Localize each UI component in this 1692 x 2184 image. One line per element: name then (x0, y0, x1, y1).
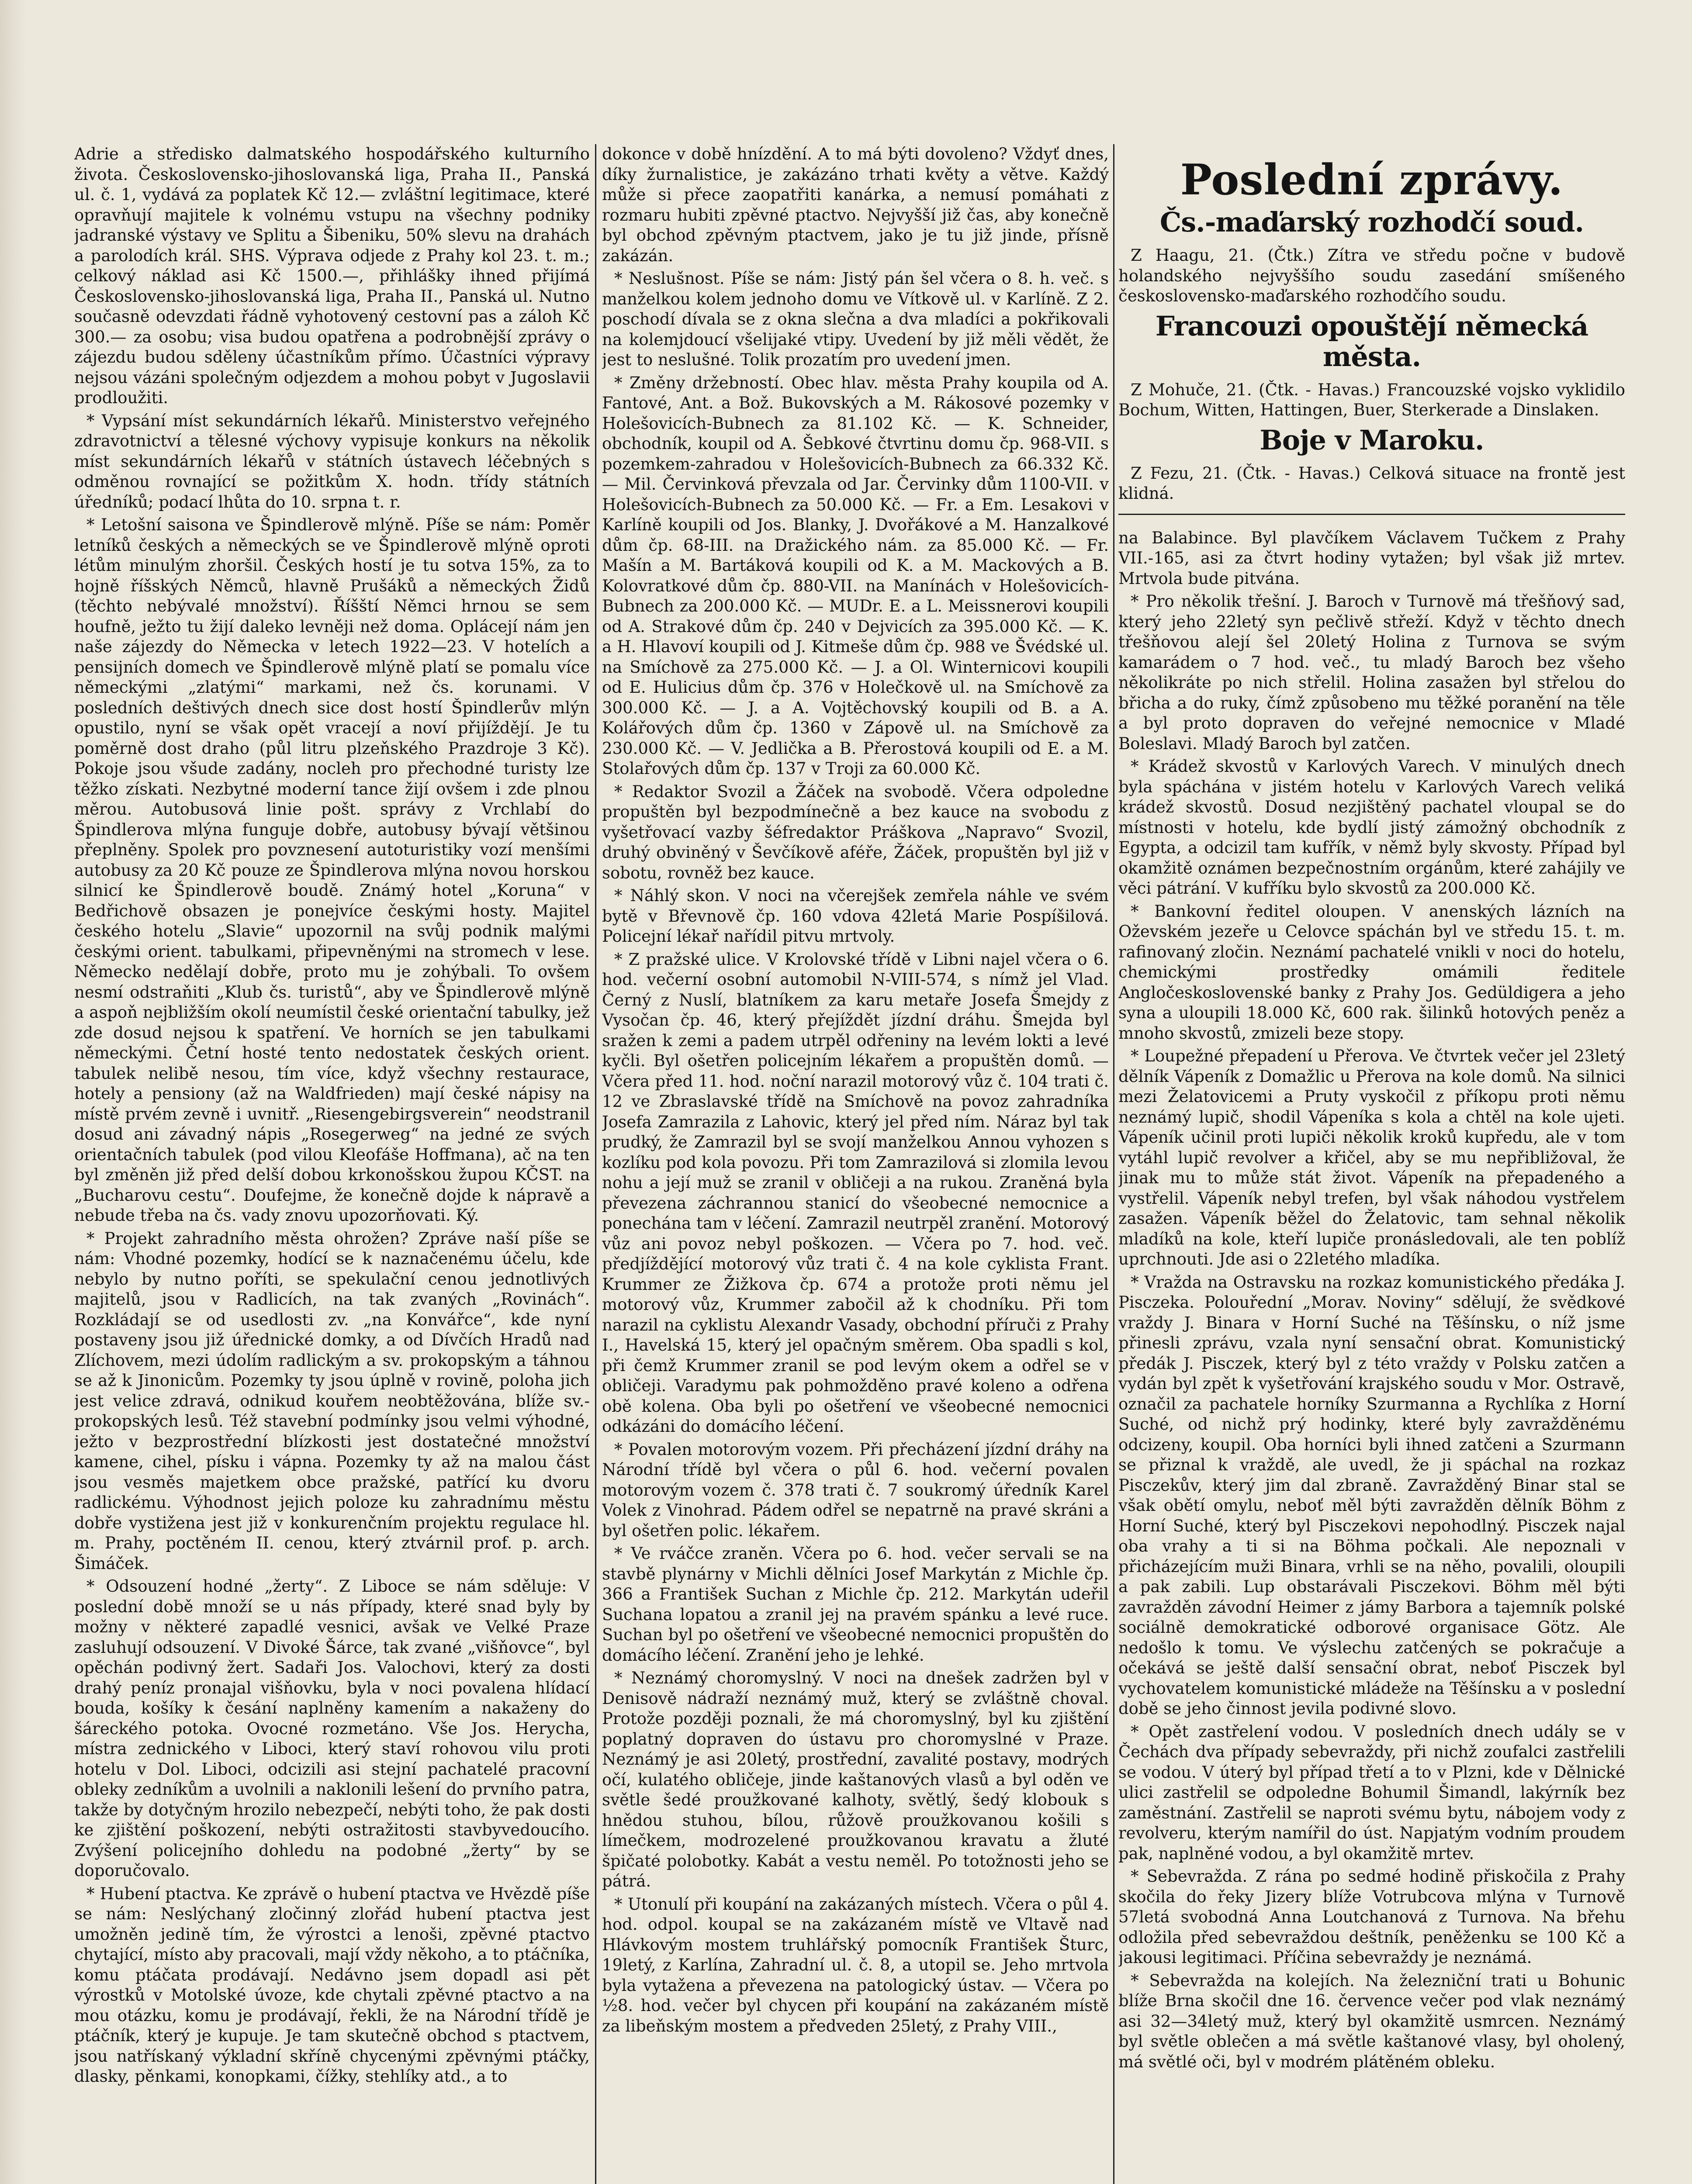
article-drowned-swimmers: * Utonulí při koupání na zakázaných místech. Včera o půl 4. hod. odpol. koupal se na zakázaném místě ve Vltavě nad Hlávkovým mostem truhlářský pomocník František Šturc, 19letý, z Karlína, Zahradní ul. č. 8, a utopil se. Jeho mrtvola byla vytažena a převezena na patologický ústav. — Včera po ½8. hod. večer byl chycen při koupání na zakázaném místě za libeňským mostem a předveden 25letý, z Prahy VIII., (602, 1894, 1109, 2035)
article-bird-killing: * Hubení ptactva. Ke zprávě o hubení ptactva ve Hvězdě píše se nám: Neslýchaný zločinný zlořád hubení ptactva jest umožněn jedině tím, že výrostci a lenoši, zpěvné ptactvo chytající, místo aby pracovali, mají vždy někoho, a to ptáčníka, komu ptáčata prodávají. Nedávno jsem dopadl asi pět výrostků v Motolské úvoze, kde chytali zpěvné ptactvo a na mou otázku, komu je prodávají, řekli, že na Národní třídě je ptáčník, který je kupuje. Je tam skutečně obchod s ptactvem, jsou natřískaný výkladní skříně chycenými zpěvnými ptáčky, dlasky, pěnkami, konopkami, čížky, stehlíky atd., a to (74, 1884, 590, 2086)
article-prague-street: * Z pražské ulice. V Krolovské třídě v Libni najel včera o 6. hod. večerní osobní automobil N-VIII-574, s nímž jel Vlad. Černý z Nuslí, blatníkem za karu metaře Josefa Šmejdy z Vysočan čp. 46, který přejíždět jízdní dráhu. Šmejda byl sražen k zemi a padem utrpěl odřeniny na levém lokti a levé kyčli. Byl ošetřen policejním lékařem a propuštěn domů. — Včera před 11. hod. noční narazil motorový vůz č. 104 trati č. 12 ve Zbraslavské třídě na Smíchově na povoz zahradníka Josefa Zamrazila z Lahovic, který jel před ním. Náraz byl tak prudký, že Zamrazil byl se svojí manželkou Annou vyhozen s kozlíku pod kola povozu. Při tom Zamrazilová si zlomila levou nohu a její muž se zranil v obličeji a na rukou. Zraněná byla převezena záchrannou stanicí do všeobecné nemocnice a ponechána tam v léčení. Zamrazil neutrpěl zranění. Motorový vůz ani povoz nebyl poškozen. — Včera po 7. hod. več. předjíždějící motorový vůz trati č. 4 na kole cyklista Frant. Krummer ze Žižkova čp. 674 a protože proti němu jel motorový vůz, Krummer zabočil až k chodníku. Při tom narazil na cyklistu Alexandr Vasady, obchodní příruči z Prahy I., Havelská 15, který jel opačným směrem. Oba spadli s kol, při čemž Krummer zranil se pod levým okem a odřel se v obličeji. Varadymu pak pohmožděno pravé koleno a odřena obě kolena. Oba byli po ošetření ve všeobecné nemocnici odkázáni do domácího léčení. (602, 950, 1109, 1436)
section-heading: Francouzi opouštějí německá města. (1155, 310, 1588, 373)
article-bank-director-robbed: * Bankovní ředitel oloupen. V anenských lázních na Oževském jezeře u Celovce spáchán byl ve středu 15. t. m. rafinovaný zločin. Neznámí pachatelé vnikli v noci do hotelu, chemickými prostředky omámili ředitele Angločeskoslovenské banky z Prahy Jos. Gedüldigera a jeho syna a uloupili 18.000 Kč, 600 rak. šilinků hotových peněz a mnoho skvostů, zmizeli beze stopy. (1118, 902, 1625, 1043)
article-adria-league: Adrie a středisko dalmatského hospodářského kulturního života. Československo-jihoslovanská liga, Praha II., Panská ul. č. 1, vydává za poplatek Kč 12.— zvláštní legitimace, které opravňují majitele k volnému vstupu na všechny podniky jadranské výstavy ve Splitu a Šibeniku, 50% slevu na drahách a parolodích král. SHS. Výprava odjede z Prahy kol 23. t. m.; celkový náklad asi Kč 1500.—, přihlášky ihned přijímá Československo-jihoslovanská liga, Praha II., Panská ul. Nutno současně odevzdati řádně vyhotovený cestovní pas a záloh Kč 300.— za osobu; visa budou opatřena a podrobnější zprávy o zájezdu budou sděleny účastníkům přímo. Účastníci výpravy nejsou vázáni společným odjezdem a mohou pobyt v Jugoslavii prodloužiti. (74, 145, 590, 407)
article-spindleruv-mlyn-season: * Letošní saisona ve Špindlerově mlýně. Píše se nám: Poměr letníků českých a německých se ve Špindlerově mlýně oproti létům minulým zhoršil. Českých hostí je tu sotva 15%, za to hojně říšských Němců, hlavně Prušáků a německých Židů (těchto nebývalé množství). Říšští Němci hrnou se sem houfně, ježto tu žijí daleko levněji než doma. Oplácejí nám jen naše zájezdy do Německa v letech 1922—23. V hotelích a pensijních domech ve Špindlerově mlýně platí se pomalu více německými „zlatými“ markami, než čs. korunami. V posledních deštivých dnech sice dost hostí Špindlerův mlýn opustilo, nyní se však opět vracejí a noví přijíždějí. Je tu poměrně dost draho (půl litru plzeňského Prazdroje 3 Kč). Pokoje jsou všude zadány, nocleh pro přechodné turisty lze těžko získati. Nezbytné moderní tance žijí ovšem i zde plnou měrou. Autobusová linie pošt. správy z Vrchlabí do Špindlerova mlýna funguje dobře, autobusy bývají většinou přeplněny. Spolek pro povznesení autoturistiky vozí menšími autobusy za 20 Kč pouze ze Špindlerova mlýna novou horskou silnicí ke Špindlerově boudě. Známý hotel „Koruna“ v Bedřichově obsazen je ponejvíce českými hosty. Majitel českého hotelu „Slavie“ upozornil na svůj podnik malými českými orient. tabulkami, připevněnými na stromech v lese. Německo nedělají dobře, proto mu je zohýbali. To ovšem nesmí odstraňiti „Klub čs. turistů“, aby ve Špindlerově mlýně a aspoň nejbližším okolí neumístil české orientační tabulky, jež zde dosud nejsou k spatření. Ve horních se jen tabulkami německými. Četní hosté tento nedostatek českých orient. tabulek nelibě nesou, tím více, když všechny restaurace, hotely a pensiony (až na Waldfrieden) mají české nápisy na místě prvém zevně i uvnitř. „Riesengebirgsverein“ neodstranil dosud ani závadný nápis „Rosegerweg“ na jedné ze svých orientačních tabulek (pod vilou Kleofáše Hoffmana), ač na ten byl změněn již před delší dobou krkonošskou župou KČST. na „Bucharovu cestu“. Doufejme, že konečně dojde k nápravě a nebude třeba na čs. vady znovu upozorňovati. Ký. (74, 515, 590, 1225)
section-heading: Boje v Maroku. (1259, 424, 1484, 456)
article-cherries-shooting: * Pro několik třešní. J. Baroch v Turnově má třešňový sad, který jeho 22letý syn pečlivě střeží. Když v těchto dnech třešňovou alejí šel 20letý Holina z Turnova se svým kamarádem o 7 hod. več., tu mladý Baroch bez všeho několikráte po nich střelil. Holina zasažen byl střelou do břicha a do ruky, čímž způsobeno mu těžké poranění na těle a byl proto dopraven do veřejné nemocnice v Mladé Boleslavi. Mladý Baroch byl zatčen. (1118, 592, 1625, 753)
article-knocked-by-tram: * Povalen motorovým vozem. Při přecházení jízdní dráhy na Národní třídě byl včera o půl 6. hod. večerní povalen motorovým vozem č. 378 trati č. 7 soukromý úředník Karel Volek z Vinohrad. Pádem odřel se nepatrně na pravé skráni a byl ošetřen polic. lékařem. (602, 1440, 1109, 1540)
section-body: Z Haagu, 21. (Čtk.) Zítra ve středu počne v budově holandského nejvyššího soudu zasedání smíšeného československo-maďarského rozhodčího soudu. (1118, 246, 1625, 305)
scan-edge (0, 0, 26, 2184)
section-body: Z Mohuče, 21. (Čtk. - Havas.) Francouzské vojsko vyklidilo Bochum, Witten, Hattingen, Buer, Sterkerade a Dinslaken. (1118, 380, 1625, 419)
section-body: Z Fezu, 21. (Čtk. - Havas.) Celková situace na frontě jest klidná. (1118, 463, 1625, 503)
article-karlovy-vary-theft: * Krádež skvostů v Karlových Varech. V minulých dnech byla spáchána v jistém hotelu v Karlových Varech veliká krádež skvostů. Dosud nezjištěný pachatel vloupal se do místnosti v hotelu, kde bydlí jistý zámožný obchodník z Egypta, a odcizil tam kufřík, v němž byly skvosty. Případ byl okamžitě oznámen bezpečnostním orgánům, které zahájily ve věci pátrání. V kufříku bylo skvostů za 200.000 Kč. (1118, 757, 1625, 898)
section-heading: Čs.-maďarský rozhodčí soud. (1159, 206, 1584, 238)
article-fight-injury: * Ve rváčce zraněn. Včera po 6. hod. večer servali se na stavbě plynárny v Michli dělníci Josef Markytán z Michle čp. 366 a František Suchan z Michle čp. 212. Markytán udeřil Suchana lopatou a zranil jej na pravém spánku a levé ruce. Suchan byl po ošetření ve všeobecné nemocnici propuštěn do domácího léčení. Zranění jeho je lehké. (602, 1544, 1109, 1665)
article-editor-released: * Redaktor Svozil a Žáček na svobodě. Včera odpoledne propuštěn byl bezpodmínečně a bez kauce na svobodu z vyšetřovací vazby šéfredaktor Práškova „Napravo“ Svozil, druhý obviněný v Ševčíkově aféře, Žáček, propuštěn byl již v sobotu, rovněž bez kauce. (602, 782, 1109, 882)
column-divider (595, 144, 596, 2184)
latest-news-title: Poslední zprávy. (1180, 155, 1564, 204)
article-drowned-cont: na Balabince. Byl plavčíkem Václavem Tučkem z Prahy VII.-165, asi za čtvrt hodiny vytažen; byl však již mrtev. Mrtvola bude pitvána. (1118, 528, 1625, 588)
section-separator (1118, 514, 1625, 515)
column-middle (602, 144, 1109, 2184)
article-suicide-jizera: * Sebevražda. Z rána po sedmé hodině přiskočila z Prahy skočila do řeky Jizery blíže Votrubcova mlýna v Turnově 57letá svobodná Anna Loutchanová z Turnova. Na břehu odložila před sebevraždou deštník, peněženku se 100 Kč a jakousi legitimaci. Příčina sebevraždy je neznámá. (1118, 1867, 1625, 1967)
article-water-shooting: * Opět zastřelení vodou. V posledních dnech udály se v Čechách dva případy sebevraždy, při nichž zoufalci zastřelili se vodou. V úterý byl případ třetí a to v Plzni, kde v Dělnické ulici zastřelil se odpoledne Bohumil Šimandl, lakýrník bez zaměstnání. Zastřelil se naproti svému bytu, nábojem vody z revolveru, kterým namířil do úst. Napjatým vodním proudem pak, naplněné vodou, a byl okamžitě mrtev. (1118, 1722, 1625, 1863)
column-divider (1113, 144, 1114, 2184)
article-ostrava-murder: * Vražda na Ostravsku na rozkaz komunistického předáka J. Pisczeka. Polouřední „Morav. Noviny“ sdělují, že svědkové vraždy J. Binara v Horní Suché na Těšínsku, o níž jsme přinesli zprávu, vzala nyní sensační obrat. Komunistický předák J. Pisczek, který byl z této vraždy v Polsku zatčen a vydán byl zpět k vyšetřování krajského soudu v Mor. Ostravě, označil za pachatele horníky Szurmanna a Rychlíka z Horní Suché, od nichž prý hodinky, které byly zavražděnému odcizeny, koupil. Oba horníci byli ihned zatčeni a Szurmann se přiznal k vraždě, ale uvedl, že ji spáchal na rozkaz Pisczekův, který jim dal zbraně. Zavražděný Binar stal se však obětí omylu, neboť měl býti zavražděn dělník Böhm z Horní Suché, který byl Pisczekovi nepohodlný. Pisczek najal oba vrahy a ti si na Böhma počkali. Ale nepoznali v přicházejícím muži Binara, vrhli se na něho, povalili, oloupili a pak zabili. Lup obstarávali Pisczekovi. Böhm měl býti zavražděn závodní Heimer z jámy Barbora a tajemník polské sociálně demokratické odborové organisace Götz. Ale nedošlo k tomu. Ve výslechu zatčených se pokračuje a očekává se ještě další sensační obrat, neboť Pisczek byl vychovatelem komunistické mládeže na Těšínsku a v poslední době se jeho činnost jevila podivné slovo. (1118, 1272, 1625, 1718)
article-prerov-robbery: * Loupežné přepadení u Přerova. Ve čtvrtek večer jel 23letý dělník Vápeník z Domažlic u Přerova na kole domů. Na silnici mezi Želatovicemi a Pruty vyskočil z příkopu proti němu neznámý lupič, shodil Vápeníka s kola a chtěl na kole ujeti. Vápeník učinil proti lupiči několik kroků kupředu, ale v tom vytáhl lupič revolver a křičel, aby se mu nepřibližoval, že jinak mu to může stát život. Vápeník na přepadeného a vystřelil. Vápeník nebyl trefen, byl však náhodou vystřelem zasažen. Vápeník běžel do Želatovic, tam sehnal několik mladíků na kole, kteří lupiče pronásledovali, ale ten poblíž uprchnouti. Jde asi o 22letého mladíka. (1118, 1047, 1625, 1268)
article-unknown-madman: * Neznámý choromyslný. V noci na dnešek zadržen byl v Denisově nádraží neznámý muž, který se zvláštně choval. Protože později poznali, že má choromyslný, byl ku zjištění poplatný dopraven do ústavu pro choromyslné v Praze. Neznámý je asi 20letý, prostřední, zavalité postavy, modrých očí, kulatého obličeje, jinde kaštanových vlasů a byl oděn ve světle šedé proužkované kalhoty, světlý, šedý klobouk s hnědou stuhou, bílou, růžově proužkovanou košili s límečkem, modrozelené proužkovanou kravatu a žluté špičaté polobotky. Kabát a vestu neměl. Po totožnosti jeho se pátrá. (602, 1669, 1109, 1890)
article-liboc-jokes: * Odsouzení hodné „žerty“. Z Liboce se nám sděluje: V poslední době množí se u nás případy, které snad byly by možny v některé zapadlé vesnici, avšak ve Velké Praze zasluhují odsouzení. V Divoké Šárce, tak zvané „višňovce“, byl opěchán podivný žert. Sadaři Jos. Valochovi, který za dosti drahý peníz pronajal višňovku, byla v noci povalena hlídací bouda, košíky k česání naplněny kamením a nakaženy do šáreckého potoka. Ovocné rozmetáno. Vše Jos. Herycha, místra zednického v Liboci, který staví rohovou vilu proti hotelu v Dol. Liboci, odcizili asi stejní pachatelé pracovní obleky zedníkům a uvolnili a naklonili lešení do prvního patra, takže by dotyčným hrozilo nebezpečí, nebýti toho, že pak dosti ke zjištění poškození, nebýti ostražitosti stavbyvedoucího. Zvýšení policejního dohledu na podobné „žerty“ by se doporučovalo. (74, 1577, 590, 1880)
article-bird-killing-cont: dokonce v době hnízdění. A to má býti dovoleno? Vždyť dnes, díky žurnalistice, je zakázáno trhati květy a větve. Každý může si přece zaopatřiti kanárka, a nemusí pomáhati z rozmaru hubiti zpěvné ptactvo. Nejvyšší již čas, aby konečně byl obchod zpěvným ptactvem, jako je tu již jinde, přísně zakázán. (602, 145, 1109, 265)
article-hospital-doctors: * Vypsání míst sekundárních lékařů. Ministerstvo veřejného zdravotnictví a tělesné výchovy vypisuje konkurs na několik míst sekundárních lékařů v státních ústavech léčebných s odměnou rovnající se požitkům X. hodn. třídy státních úředníků; podací lhůta do 10. srpna t. r. (74, 411, 590, 511)
article-indecency: * Neslušnost. Píše se nám: Jistý pán šel včera o 8. h. več. s manželkou kolem jednoho domu ve Vítkově ul. v Karlíně. Z 2. poschodí dívala se z okna slečna a dva mladíci a pokřikovali na kolemjdoucí všelijaké vtipy. Uvedení by již měli vědět, že jest to neslušné. Tolik prozatím pro uvedení jmen. (602, 269, 1109, 369)
column-right (1118, 144, 1625, 2184)
article-property-changes: * Změny držebností. Obec hlav. města Prahy koupila od A. Fantové, Ant. a Bož. Bukovských a M. Rákosové pozemky v Holešovicích-Bubnech za 81.102 Kč. — K. Schneider, obchodník, koupil od A. Šebkové čtvrtinu domu čp. 968-VII. s pozemkem-zahradou v Holešovicích-Bubnech za 66.332 Kč. — Mil. Červinková převzala od Jar. Červinky dům 1100-VII. v Holešovicích-Bubnech za 50.000 Kč. — Fr. a Em. Lesakovi v Karlíně koupili od Jos. Blanky, J. Dvořákové a M. Hanzalkové dům čp. 68-III. na Dražického nám. za 85.000 Kč. — Fr. Mašín a M. Bartáková koupili od K. a M. Mackových a B. Kolovratkové dům čp. 880-VII. na Manínách v Holešovicích-Bubnech za 200.000 Kč. — MUDr. E. a L. Meissnerovi koupili od A. Strakové dům čp. 240 v Dejvicích za 395.000 Kč. — K. a H. Hlavoví koupili od J. Kitmeše dům čp. 988 ve Švédské ul. na Smíchově za 275.000 Kč. — J. a Ol. Winternicovi koupili od E. Hulicius dům čp. 376 v Holečkově ul. na Smíchově za 300.000 Kč. — J. a A. Vojtěchovský koupili od B. a A. Kolářových dům čp. 1360 v Zápově ul. na Smíchově za 230.000 Kč. — V. Jedlička a B. Přerostová koupili od E. a M. Stolařových dům čp. 137 v Troji za 60.000 Kč. (602, 373, 1109, 778)
article-garden-city-project: * Projekt zahradního města ohrožen? Zpráve naší píše se nám: Vhodné pozemky, hodící se k naznačenému účelu, kde nebylo by nutno poříti, se spekulační cenou jednotlivých majitelů, jsou v Radlicích, na tak zvaných „Rovinách“. Rozkládají se od usedlosti zv. „na Konvářce“, kde nyní postaveny jsou již úřednické domky, a od Dívčích Hradů nad Zlíchovem, mezi údolím radlickým a sv. prokopským a táhnou se až k Jinonicům. Pozemky ty jsou úplně v rovině, poloha jich jest velice zdravá, odnikud kouřem neobtěžována, blíže sv.-prokopských lesů. Též stavební podmínky jsou velmi výhodné, ježto v bezprostřední blízkosti jest dostatečné množství kamene, cihel, písku i vápna. Pozemky ty až na malou část jsou vesměs majetkem obce pražské, patřící ku dvoru radlickému. Výhodnost jejich poloze ku zahradnímu městu dobře vystižena jest již v konkurenčním projektu regulace hl. m. Prahy, poctěném II. cenou, který ztvárnil prof. p. arch. Šimáček. (74, 1229, 590, 1573)
column-left (74, 144, 590, 2184)
article-suicide-rails: * Sebevražda na kolejích. Na železniční trati u Bohunic blíže Brna skočil dne 16. července večer pod vlak neznámý asi 32—34letý muž, který byl okamžitě usmrcen. Neznámý byl světle oblečen a má světle kaštanové vlasy, byl oholený, má světlé oči, byl v modrém plátěném obleku. (1118, 1971, 1625, 2071)
article-sudden-death: * Náhlý skon. V noci na včerejšek zemřela náhle ve svém bytě v Břevnově čp. 160 vdova 42letá Marie Pospíšilová. Policejní lékař nařídil pitvu mrtvoly. (602, 886, 1109, 946)
newspaper-page (66, 144, 1630, 2184)
